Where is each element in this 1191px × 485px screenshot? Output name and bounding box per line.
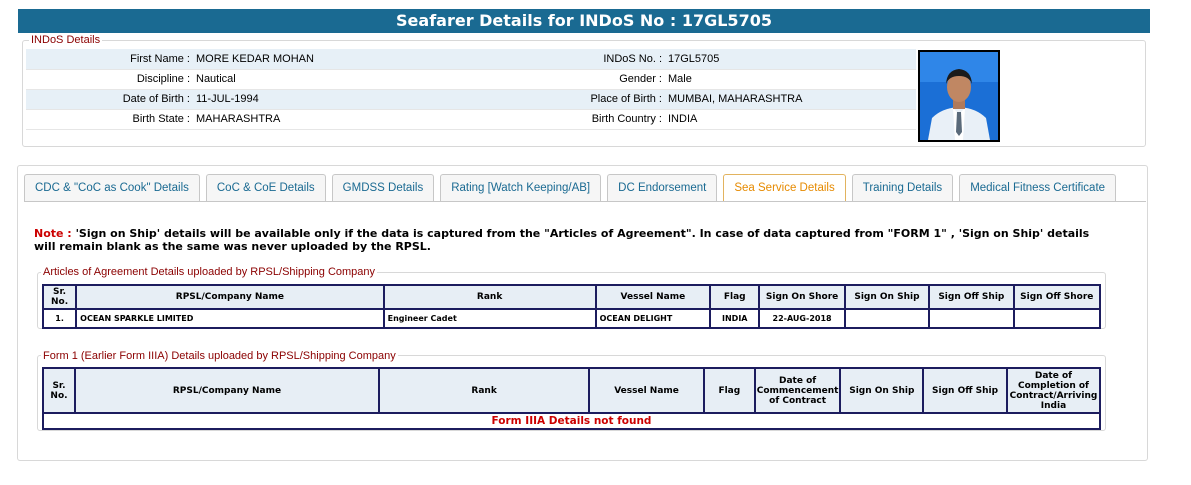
info-row (26, 109, 916, 129)
empty-row (43, 413, 1100, 429)
gender-label: Gender : (458, 69, 665, 89)
seafarer-photo (918, 50, 1000, 142)
col-rank: Rank (379, 368, 589, 413)
discipline-label: Discipline : (26, 69, 193, 89)
col-vessel-name: Vessel Name (589, 368, 704, 413)
indos-info-table (26, 49, 916, 130)
cell-company-name: OCEAN SPARKLE LIMITED (76, 309, 383, 328)
discipline-value: Nautical (193, 69, 458, 89)
tab-gmdss[interactable]: GMDSS Details (332, 174, 435, 202)
cell-sign-off-ship (929, 309, 1013, 328)
cell-flag: INDIA (710, 309, 759, 328)
col-date-of-completion: Date of Completion of Contract/Arriving India (1007, 368, 1100, 413)
articles-legend: Articles of Agreement Details uploaded by RPSL/Shipping Company (43, 266, 376, 278)
col-vessel-name: Vessel Name (596, 285, 711, 309)
col-sr-no: Sr. No. (43, 285, 76, 309)
col-sign-on-ship: Sign On Ship (840, 368, 923, 413)
note-label: Note : (34, 227, 72, 240)
portrait-image (920, 52, 998, 140)
form1-table (42, 367, 1101, 430)
col-rank: Rank (384, 285, 596, 309)
articles-table (42, 284, 1101, 329)
articles-header-row (43, 285, 1100, 309)
col-sign-off-ship: Sign Off Ship (929, 285, 1013, 309)
sign-on-ship-note (34, 227, 1114, 253)
col-flag: Flag (710, 285, 759, 309)
col-flag: Flag (704, 368, 755, 413)
tab-medical-fitness[interactable]: Medical Fitness Certificate (959, 174, 1116, 202)
indos-no-value: 17GL5705 (665, 49, 916, 69)
birth-country-value: INDIA (665, 109, 916, 129)
dob-label: Date of Birth : (26, 89, 193, 109)
gender-value: Male (665, 69, 916, 89)
birth-country-label: Birth Country : (458, 109, 665, 129)
cell-sign-on-ship (845, 309, 929, 328)
tab-divider (24, 201, 1146, 202)
tab-dc-endorsement[interactable]: DC Endorsement (607, 174, 717, 202)
col-date-of-commencement: Date of Commencement of Contract (755, 368, 841, 413)
indos-no-label: INDoS No. : (458, 49, 665, 69)
place-of-birth-label: Place of Birth : (458, 89, 665, 109)
tab-sea-service[interactable]: Sea Service Details (723, 174, 845, 202)
place-of-birth-value: MUMBAI, MAHARASHTRA (665, 89, 916, 109)
col-company-name: RPSL/Company Name (75, 368, 379, 413)
cell-sign-on-shore: 22-AUG-2018 (759, 309, 844, 328)
cell-sign-off-shore (1014, 309, 1100, 328)
table-row (43, 309, 1100, 328)
col-sign-on-shore: Sign On Shore (759, 285, 844, 309)
tab-coc-coe[interactable]: CoC & CoE Details (206, 174, 326, 202)
col-sr-no: Sr. No. (43, 368, 75, 413)
tab-rating[interactable]: Rating [Watch Keeping/AB] (440, 174, 601, 202)
dob-value: 11-JUL-1994 (193, 89, 458, 109)
col-company-name: RPSL/Company Name (76, 285, 383, 309)
cell-sr-no: 1. (43, 309, 76, 328)
info-row (26, 69, 916, 89)
form1-header-row (43, 368, 1100, 413)
col-sign-on-ship: Sign On Ship (845, 285, 929, 309)
info-row (26, 89, 916, 109)
cell-vessel-name: OCEAN DELIGHT (596, 309, 711, 328)
tab-cdc-coc-cook[interactable]: CDC & "CoC as Cook" Details (24, 174, 200, 202)
cell-rank: Engineer Cadet (384, 309, 596, 328)
form1-legend: Form 1 (Earlier Form IIIA) Details uploaded by RPSL/Shipping Company (43, 350, 396, 362)
note-text: 'Sign on Ship' details will be available only if the data is captured from the "Articles of Agreement". In case of data captured from "FORM 1" , 'Sign on Ship' details will remain blank as the same was never uploaded by the RPSL. (34, 227, 1090, 253)
first-name-value: MORE KEDAR MOHAN (193, 49, 458, 69)
page-title: Seafarer Details for INDoS No : 17GL5705 (18, 9, 1150, 33)
col-sign-off-shore: Sign Off Shore (1014, 285, 1100, 309)
first-name-label: First Name : (26, 49, 193, 69)
birth-state-label: Birth State : (26, 109, 193, 129)
detail-tabs (24, 174, 1122, 202)
tab-training[interactable]: Training Details (852, 174, 953, 202)
birth-state-value: MAHARASHTRA (193, 109, 458, 129)
empty-message: Form IIIA Details not found (43, 413, 1100, 429)
indos-details-legend: INDoS Details (31, 34, 101, 46)
info-row (26, 49, 916, 69)
col-sign-off-ship: Sign Off Ship (923, 368, 1007, 413)
